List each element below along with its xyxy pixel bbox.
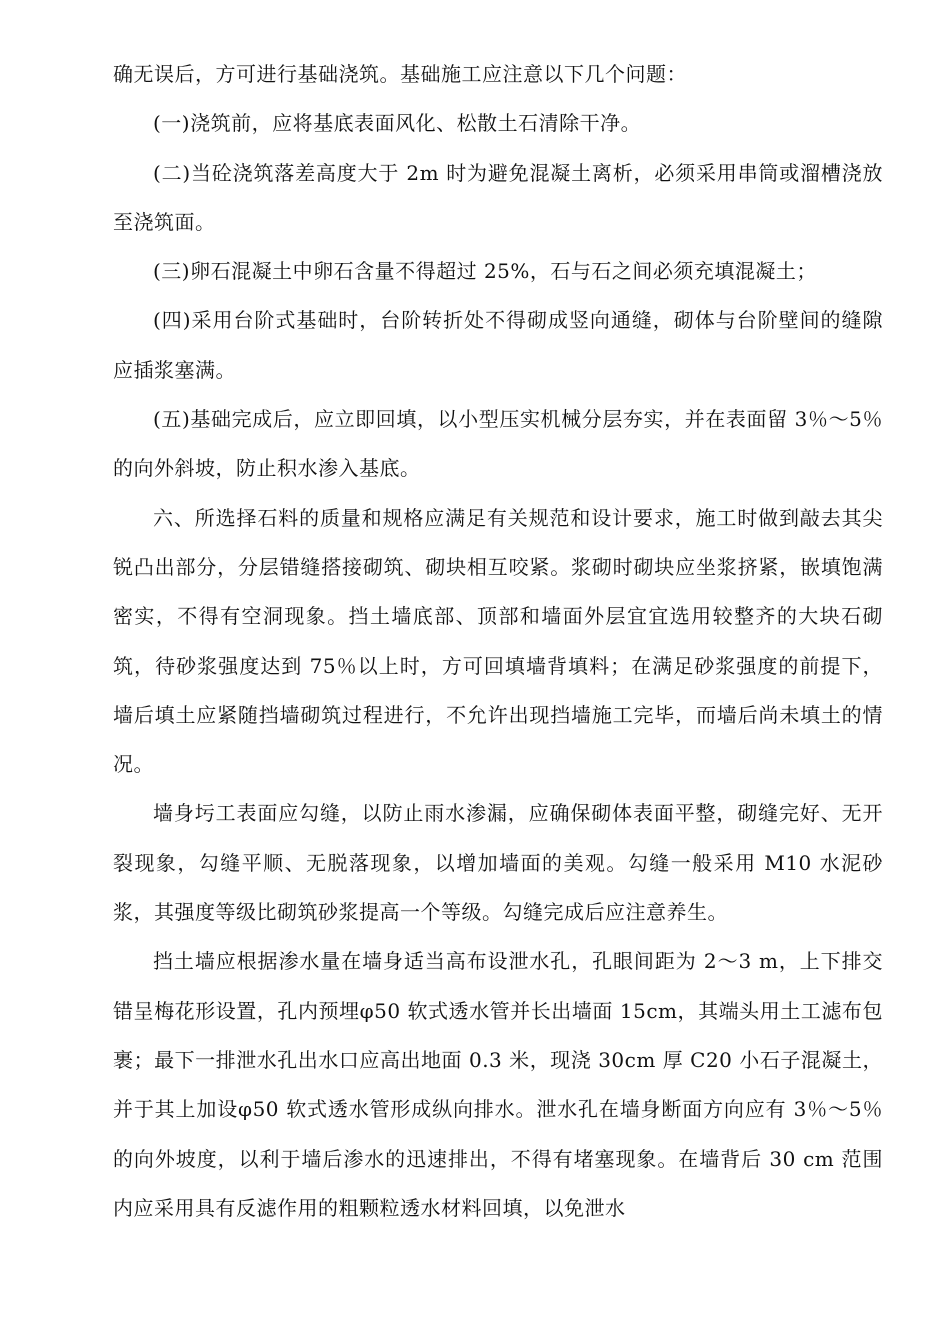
paragraph-drainage: 挡土墙应根据渗水量在墙身适当高布设泄水孔，孔眼间距为 2～3 m，上下排交错呈梅花形设置，孔内预埋φ50 软式透水管并长出墙面 15cm，其端头用土工滤布包裹；最下一排泄水孔出水口应高出地面 0.3 米，现浇 30cm 厚 C20 小石子混凝土，并于其上加设φ50 软式透水管形成纵向排水。泄水孔在墙身断面方向应有 3％～5％的向外坡度，以利于墙后渗水的迅速排出，不得有堵塞现象。在墙背后 30 cm 范围内应采用具有反滤作用的粗颗粒透水材料回填，以免泄水	[113, 949, 883, 1220]
paragraph-item-2: (二)当砼浇筑落差高度大于 2m 时为避免混凝土离析，必须采用串筒或溜槽浇放至浇筑面。	[113, 160, 883, 234]
paragraph-section-6: 六、所选择石料的质量和规格应满足有关规范和设计要求，施工时做到敲去其尖锐凸出部分，分层错缝搭接砌筑、砌块相互咬紧。浆砌时砌块应坐浆挤紧，嵌填饱满密实，不得有空洞现象。挡土墙底部、顶部和墙面外层宜宜选用较整齐的大块石砌筑，待砂浆强度达到 75％以上时，方可回填墙背填料；在满足砂浆强度的前提下，墙后填土应紧随挡墙砌筑过程进行，不允许出现挡墙施工完毕，而墙后尚未填土的情况。	[113, 505, 883, 777]
paragraph-pointing: 墙身圬工表面应勾缝，以防止雨水渗漏，应确保砌体表面平整，砌缝完好、无开裂现象，勾缝平顺、无脱落现象，以增加墙面的美观。勾缝一般采用 M10 水泥砂浆，其强度等级比砌筑砂浆提高一个等级。勾缝完成后应注意养生。	[113, 801, 883, 925]
paragraph-continuation: 确无误后，方可进行基础浇筑。基础施工应注意以下几个问题：	[113, 62, 687, 86]
paragraph-item-1: (一)浇筑前，应将基底表面风化、松散土石清除干净。	[153, 111, 642, 136]
paragraph-item-5: (五)基础完成后，应立即回填，以小型压实机械分层夯实，并在表面留 3％～5％的向外斜坡，防止积水渗入基底。	[113, 407, 883, 481]
paragraph-item-3: (三)卵石混凝土中卵石含量不得超过 25%，石与石之间必须充填混凝土；	[153, 259, 817, 284]
paragraph-item-4: (四)采用台阶式基础时，台阶转折处不得砌成竖向通缝，砌体与台阶壁间的缝隙应插浆塞满。	[113, 308, 883, 382]
document-body	[113, 50, 883, 1233]
